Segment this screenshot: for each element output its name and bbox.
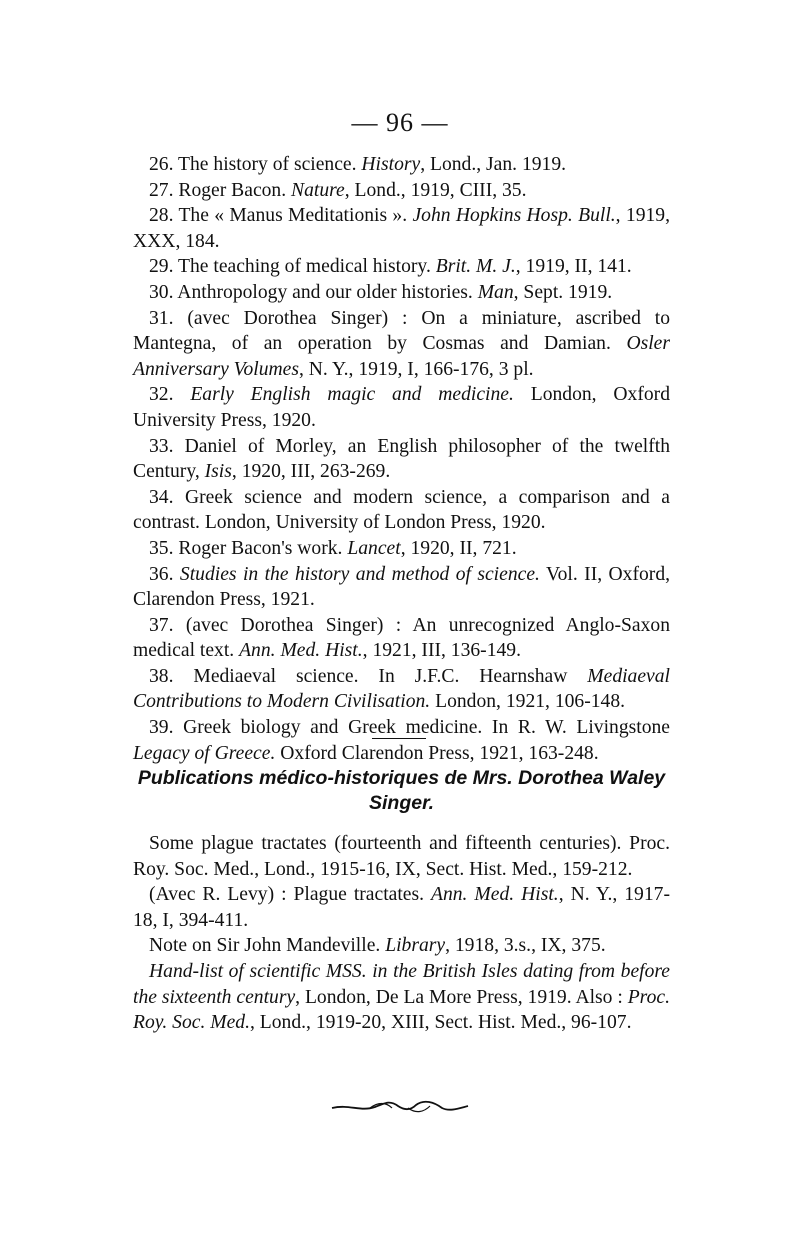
entry-text: Oxford Clarendon Press, 1921, 163-248. [275,742,599,764]
reference-entry [133,280,670,306]
entry-text: Note on Sir John Mandeville. [149,935,386,957]
reference-entry [133,203,670,254]
reference-entry [133,382,670,433]
italic-title: Ann. Med. Hist. [430,884,559,906]
italic-title: Mediaeval Contributions to Modern Civilisation. [133,665,670,713]
end-ornament [330,1096,470,1118]
entry-text: London, 1921, 106-148. [430,691,626,713]
entry-text: 39. Greek biology and Greek medicine. In R. W. Livingstone [149,717,670,739]
reference-entry [133,178,670,204]
entry-text: 27. Roger Bacon. [149,179,292,201]
italic-title: Proc. Roy. Soc. Med. [133,986,670,1034]
page-number: — 96 — [351,108,449,137]
italic-title: Legacy of Greece. [133,742,276,764]
reference-entry [133,715,670,766]
reference-entry [133,485,670,536]
publication-entry [133,831,670,882]
italic-title: John Hopkins Hosp. Bull. [412,205,616,227]
entry-text: 36. [149,563,180,585]
italic-title: Lancet [347,537,401,559]
entry-text: , N. Y., 1917-18, I, 394-411. [133,884,670,931]
publication-entry [133,882,670,933]
reference-entry [133,306,670,383]
entry-text: London, Oxford University Press, 1920. [133,384,670,431]
section-heading: Publications médico-historiques de Mrs. Dorothea Waley Singer. [137,767,666,814]
reference-entry [133,664,670,715]
reference-entry [133,254,670,280]
italic-title: Nature [291,179,345,201]
entry-text: 26. The history of science. [149,154,362,175]
reference-entry [133,152,670,178]
entry-text: Some plague tractates (fourteenth and fifteenth centuries). Proc. Roy. Soc. Med., Lond., 1915-16, IX, Sect. Hist. Med., 159-212. [133,833,670,880]
italic-title: Ann. Med. Hist. [239,640,363,662]
entry-text: 32. [149,384,191,406]
italic-title: Brit. M. J. [435,256,516,278]
entry-text: , London, De La More Press, 1919. Also : [295,986,628,1008]
reference-entry [133,434,670,485]
entry-text: 34. Greek science and modern science, a comparison and a contrast. London, University of London Press, 1920. [133,486,670,534]
entry-text: , 1919, XXX, 184. [133,205,670,252]
entry-text: , 1919, II, 141. [515,256,632,278]
reference-list [133,152,670,766]
entry-text: , 1918, 3.s., IX, 375. [445,935,606,957]
publication-entry [133,933,670,959]
entry-text: , 1921, III, 136-149. [362,640,521,662]
entry-text: 28. The « Manus Meditationis ». [149,205,413,227]
reference-entry [133,613,670,664]
entry-text: 33. Daniel of Morley, an English philosopher of the twelfth Century, [133,435,670,483]
italic-title: Hand-list of scientific MSS. in the British Isles dating from before the sixteenth century [133,960,670,1008]
italic-title: History [361,154,421,175]
reference-entry [133,536,670,562]
publication-entry [133,959,670,1036]
entry-text: 30. Anthropology and our older histories. [149,281,478,303]
entry-text: (Avec R. Levy) : Plague tractates. [149,884,431,906]
italic-title: Studies in the history and method of science. [179,563,540,585]
entry-text: , Lond., 1919-20, XIII, Sect. Hist. Med., 96-107. [249,1012,632,1034]
italic-title: Osler Anniversary Volumes [133,333,670,380]
publication-list [133,831,670,1036]
section-divider [372,738,426,739]
entry-text: 38. Mediaeval science. In J.F.C. Hearnshaw [149,665,588,687]
entry-text: 29. The teaching of medical history. [149,256,436,278]
entry-text: 35. Roger Bacon's work. [149,537,348,559]
entry-text: , Lond., 1919, CIII, 35. [344,179,527,201]
entry-text: , 1920, II, 721. [400,537,517,559]
entry-text: Vol. II, Oxford, Clarendon Press, 1921. [133,563,671,611]
italic-title: Early English magic and medicine. [190,384,514,406]
italic-title: Isis [204,461,232,483]
entry-text: , N. Y., 1919, I, 166-176, 3 pl. [298,358,534,380]
italic-title: Man [477,281,514,303]
entry-text: , 1920, III, 263-269. [231,461,391,483]
reference-entry [133,562,670,613]
entry-text: , Lond., Jan. 1919. [420,154,567,175]
entry-text: 31. (avec Dorothea Singer) : On a miniature, ascribed to Mantegna, of an operation by Cosmas and Damian. [133,307,670,355]
entry-text: 37. (avec Dorothea Singer) : An unrecognized Anglo-Saxon medical text. [133,614,670,662]
italic-title: Library [385,935,446,957]
entry-text: , Sept. 1919. [513,281,613,303]
